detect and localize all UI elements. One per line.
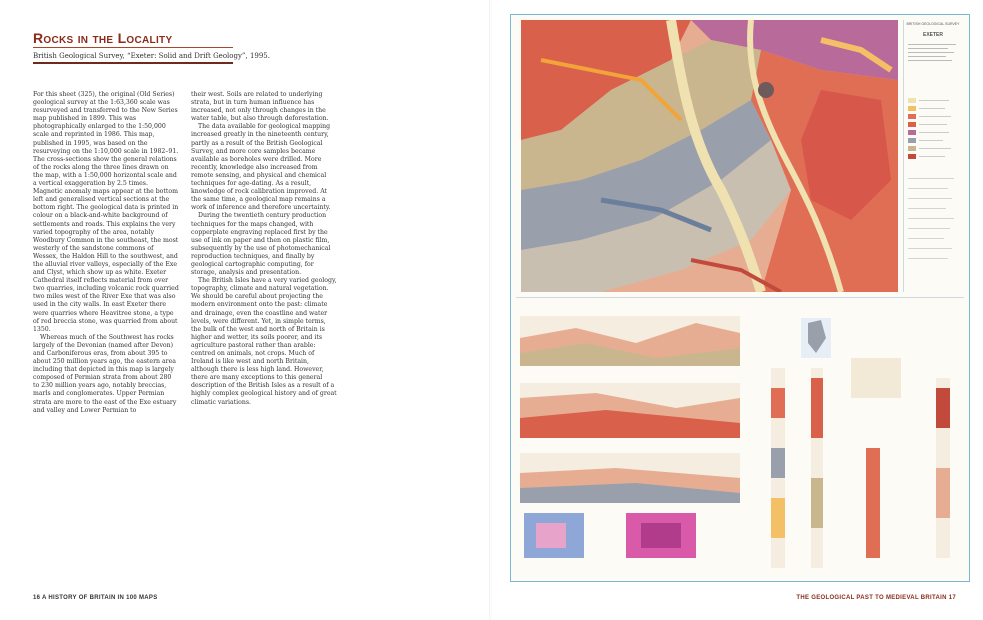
paragraph: The British Isles have a very varied geology, topography, climate and natural vegetation. We should be careful about projecting the modern environment onto the past: climate and drainage, even the coastline and water levels, were different. Yet, in simple terms, the bulk of the west and north of Britain is higher and wetter, its soils poorer, and its agriculture pastoral rather than arable: centred on animals, not crops. Much of Ireland is like west and north Britain, although there is less high land. However, there are many exceptions to this general description of the British Isles as a result of a highly complex geological history and of great climatic variations. xyxy=(191,277,337,406)
paragraph: The data available for geological mapping increased greatly in the nineteenth century, partly as a result of the British Geological Survey, and more core samples became available as boreholes were drilled. More recently, knowledge also increased from remote sensing, and physical and chemical techniques for age-dating. As a result, knowledge of rock calibration improved. At the same time, a geological map remains a work of inference and therefore uncertainty. xyxy=(191,123,331,212)
legend-sheet-title: EXETER xyxy=(922,32,943,38)
paragraph: For this sheet (325), the original (Old Series) geological survey at the 1:63,360 scale was resurveyed and transferred to the New Series map published in 1899. This was photographically enlarged to the 1:50,000 scale and reprinted in 1986. This map, published in 1995, was based on the resurveying on the 1:10,000 scale in 1982–91. The cross-sections show the general relations of the rocks along the three lines drawn on the map, with a 1:50,000 horizontal scale and a vertical exaggeration by 2.5 times. Magnetic anomaly maps appear at the bottom left and generalised vertical sections at the bottom right. The geological data is printed in colour on a black-and-white background of settlements and roads. This explains the very varied topography of the area, notably Woodbury Common in the southeast, the most westerly of the sandstone commons of Wessex, the Haldon Hill to the southwest, and the alluvial river valleys, especially of the Exe and Clyst, which show up as white. Exeter Cathedral itself reflects material from over two quarries, including volcanic rock quarried two miles west of the River Exe that was also used in the city walls. In east Exeter there were quarries where Heavitree stone, a type of red breccia stone, was quarried from about 1350. xyxy=(33,91,179,333)
paragraph: Whereas much of the Southwest has rocks largely of the Devonian (named after Devon) and Carboniferous eras, from about 395 to about 250 million years ago, the eastern area including that depicted in this map is largely composed of Permian strata from about 280 to 230 million years ago, notably breccias, marls and conglomerates. Upper Permian strata are more to the east of the Exe estuary and valley and Lower Permian to xyxy=(33,333,177,414)
geological-map-sheet xyxy=(510,14,970,582)
geological-map xyxy=(521,20,898,292)
map-legend-panel xyxy=(903,20,962,292)
map-caption: British Geological Survey, “Exeter: Solid and Drift Geology”, 1995. xyxy=(33,52,270,60)
map-illustration xyxy=(521,20,898,292)
cross-sections-illustration xyxy=(516,298,964,577)
page-footer-left: 16 A HISTORY OF BRITAIN IN 100 MAPS xyxy=(33,595,158,601)
caption-rule xyxy=(33,62,233,64)
right-page xyxy=(492,0,983,620)
cross-sections-and-columns xyxy=(516,297,964,577)
legend-survey-label: BRITISH GEOLOGICAL SURVEY xyxy=(906,22,960,26)
paragraph: During the twentieth century production techniques for the maps changed, with copperplate engraving replaced first by the use of ink on paper and then on plastic film, subsequently by the use of photomechanical reproduction techniques, and finally by geological cartographic computing, for storage, analysis and presentation. xyxy=(191,212,331,277)
page-footer-right: THE GEOLOGICAL PAST TO MEDIEVAL BRITAIN 17 xyxy=(796,595,956,601)
page-title: Rocks in the Locality xyxy=(33,30,173,46)
legend-swatches xyxy=(904,38,960,278)
text-column-2 xyxy=(191,91,337,407)
text-column-1 xyxy=(33,91,179,415)
left-page xyxy=(0,0,491,620)
title-rule xyxy=(33,47,233,48)
paragraph: their west. Soils are related to underlying strata, but in turn human influence has increased, not only through changes in the water table, but also through deforestation. xyxy=(191,91,329,123)
